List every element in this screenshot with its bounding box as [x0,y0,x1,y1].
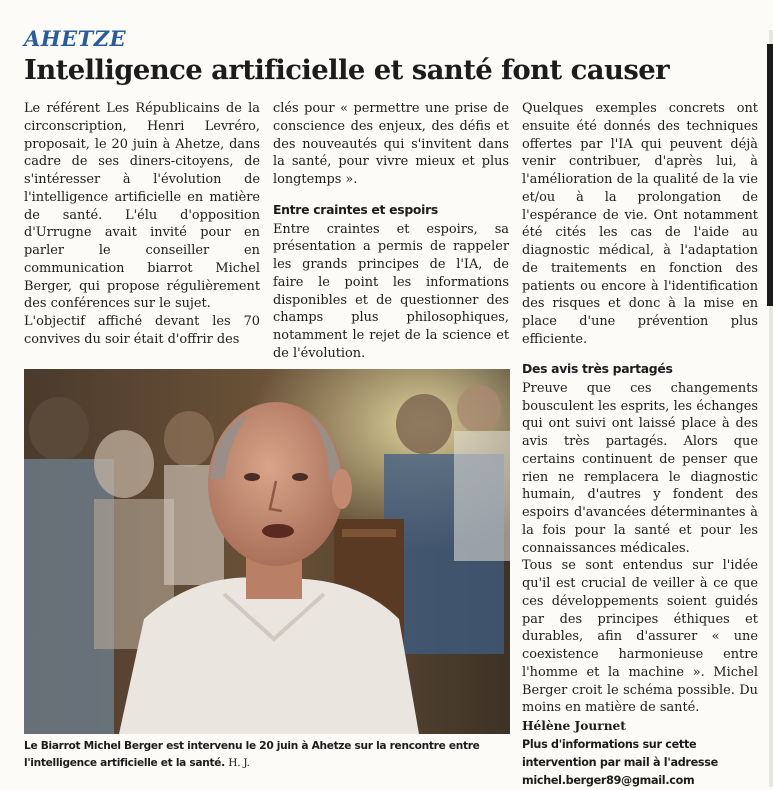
article-headline: Intelligence artificielle et santé font causer [24,54,670,86]
subheading: Des avis très partagés [522,361,673,376]
contact-line: Plus d'informations sur cette [522,737,697,751]
paragraph: Preuve que ces changements bousculent les esprits, les échanges qui ont suivi ont laissé place à des avis très partagés. Alors que certains continuent de penser que rien ne remplacera le diagnostic humain, d'autres y fondent des espoirs d'avancées déterminantes à la fois pour la santé et pour les connaissances médicales. [522,380,758,556]
article-photo [24,369,510,734]
contact-line: intervention par mail à l'adresse [522,755,718,769]
article-column-3-top [522,100,758,349]
paragraph: L'objectif affiché devant les 70 convives du soir était d'offrir des [24,314,260,347]
photo-caption [24,738,510,772]
paragraph: Le référent Les Républicains de la circonscription, Henri Levréro, proposait, le 20 juin à Ahetze, dans cadre de ses diners-citoyens, de s'intéresser à l'évolution de l'intelligence artificielle en matière de santé. L'élu d'opposition d'Urrugne avait invité pour en parler le conseiller en communication biarrot Michel Berger, qui propose régulièrement des conférences sur le sujet. [24,101,260,312]
adjacent-column-edge [767,44,773,306]
paragraph: Quelques exemples concrets ont ensuite été donnés des techniques offertes par l'IA qui peuvent déjà venir contribuer, d'après lui, à l'amélioration de la qualité de la vie et/ou à la prolongation de l'espérance de vie. Ont notamment été cités les cas de l'aide au diagnostic médical, à l'adaptation de traitements en fonction des patients ou encore à l'identification des risques et donc à la mise en place d'une prévention plus efficiente. [522,101,758,347]
author-signature: Hélène Journet [522,719,626,733]
contact-email: michel.berger89@gmail.com [522,773,695,787]
article-column-3-bottom [522,348,758,790]
paragraph: clés pour « permettre une prise de conscience des enjeux, des défis et des nouveautés qui s'invitent dans la santé, pour vivre mieux et plus longtemps ». [273,101,509,187]
subheading: Entre craintes et espoirs [273,201,438,217]
article-column-1 [24,100,260,349]
article-column-2 [273,100,509,363]
photo-credit: H. J. [228,757,250,769]
section-kicker: AHETZE [24,26,127,51]
paragraph: Tous se sont entendus sur l'idée qu'il est crucial de veiller à ce que ces développements soient guidés par des principes éthiques et durables, afin d'assurer « une coexistence harmonieuse entre l'homme et la machine ». Michel Berger croit le schéma possible. Du moins en matière de santé. [522,558,758,716]
caption-text: Le Biarrot Michel Berger est intervenu le 20 juin à Ahetze sur la rencontre entre l'intelligence artificielle et la santé. [24,740,480,769]
paragraph: Entre craintes et espoirs, sa présentation a permis de rappeler les grands principes de l'IA, de faire le point les informations disponibles et de questionner des champs plus philosophiques, notamment le rejet de la science et de l'évolution. [273,221,509,361]
